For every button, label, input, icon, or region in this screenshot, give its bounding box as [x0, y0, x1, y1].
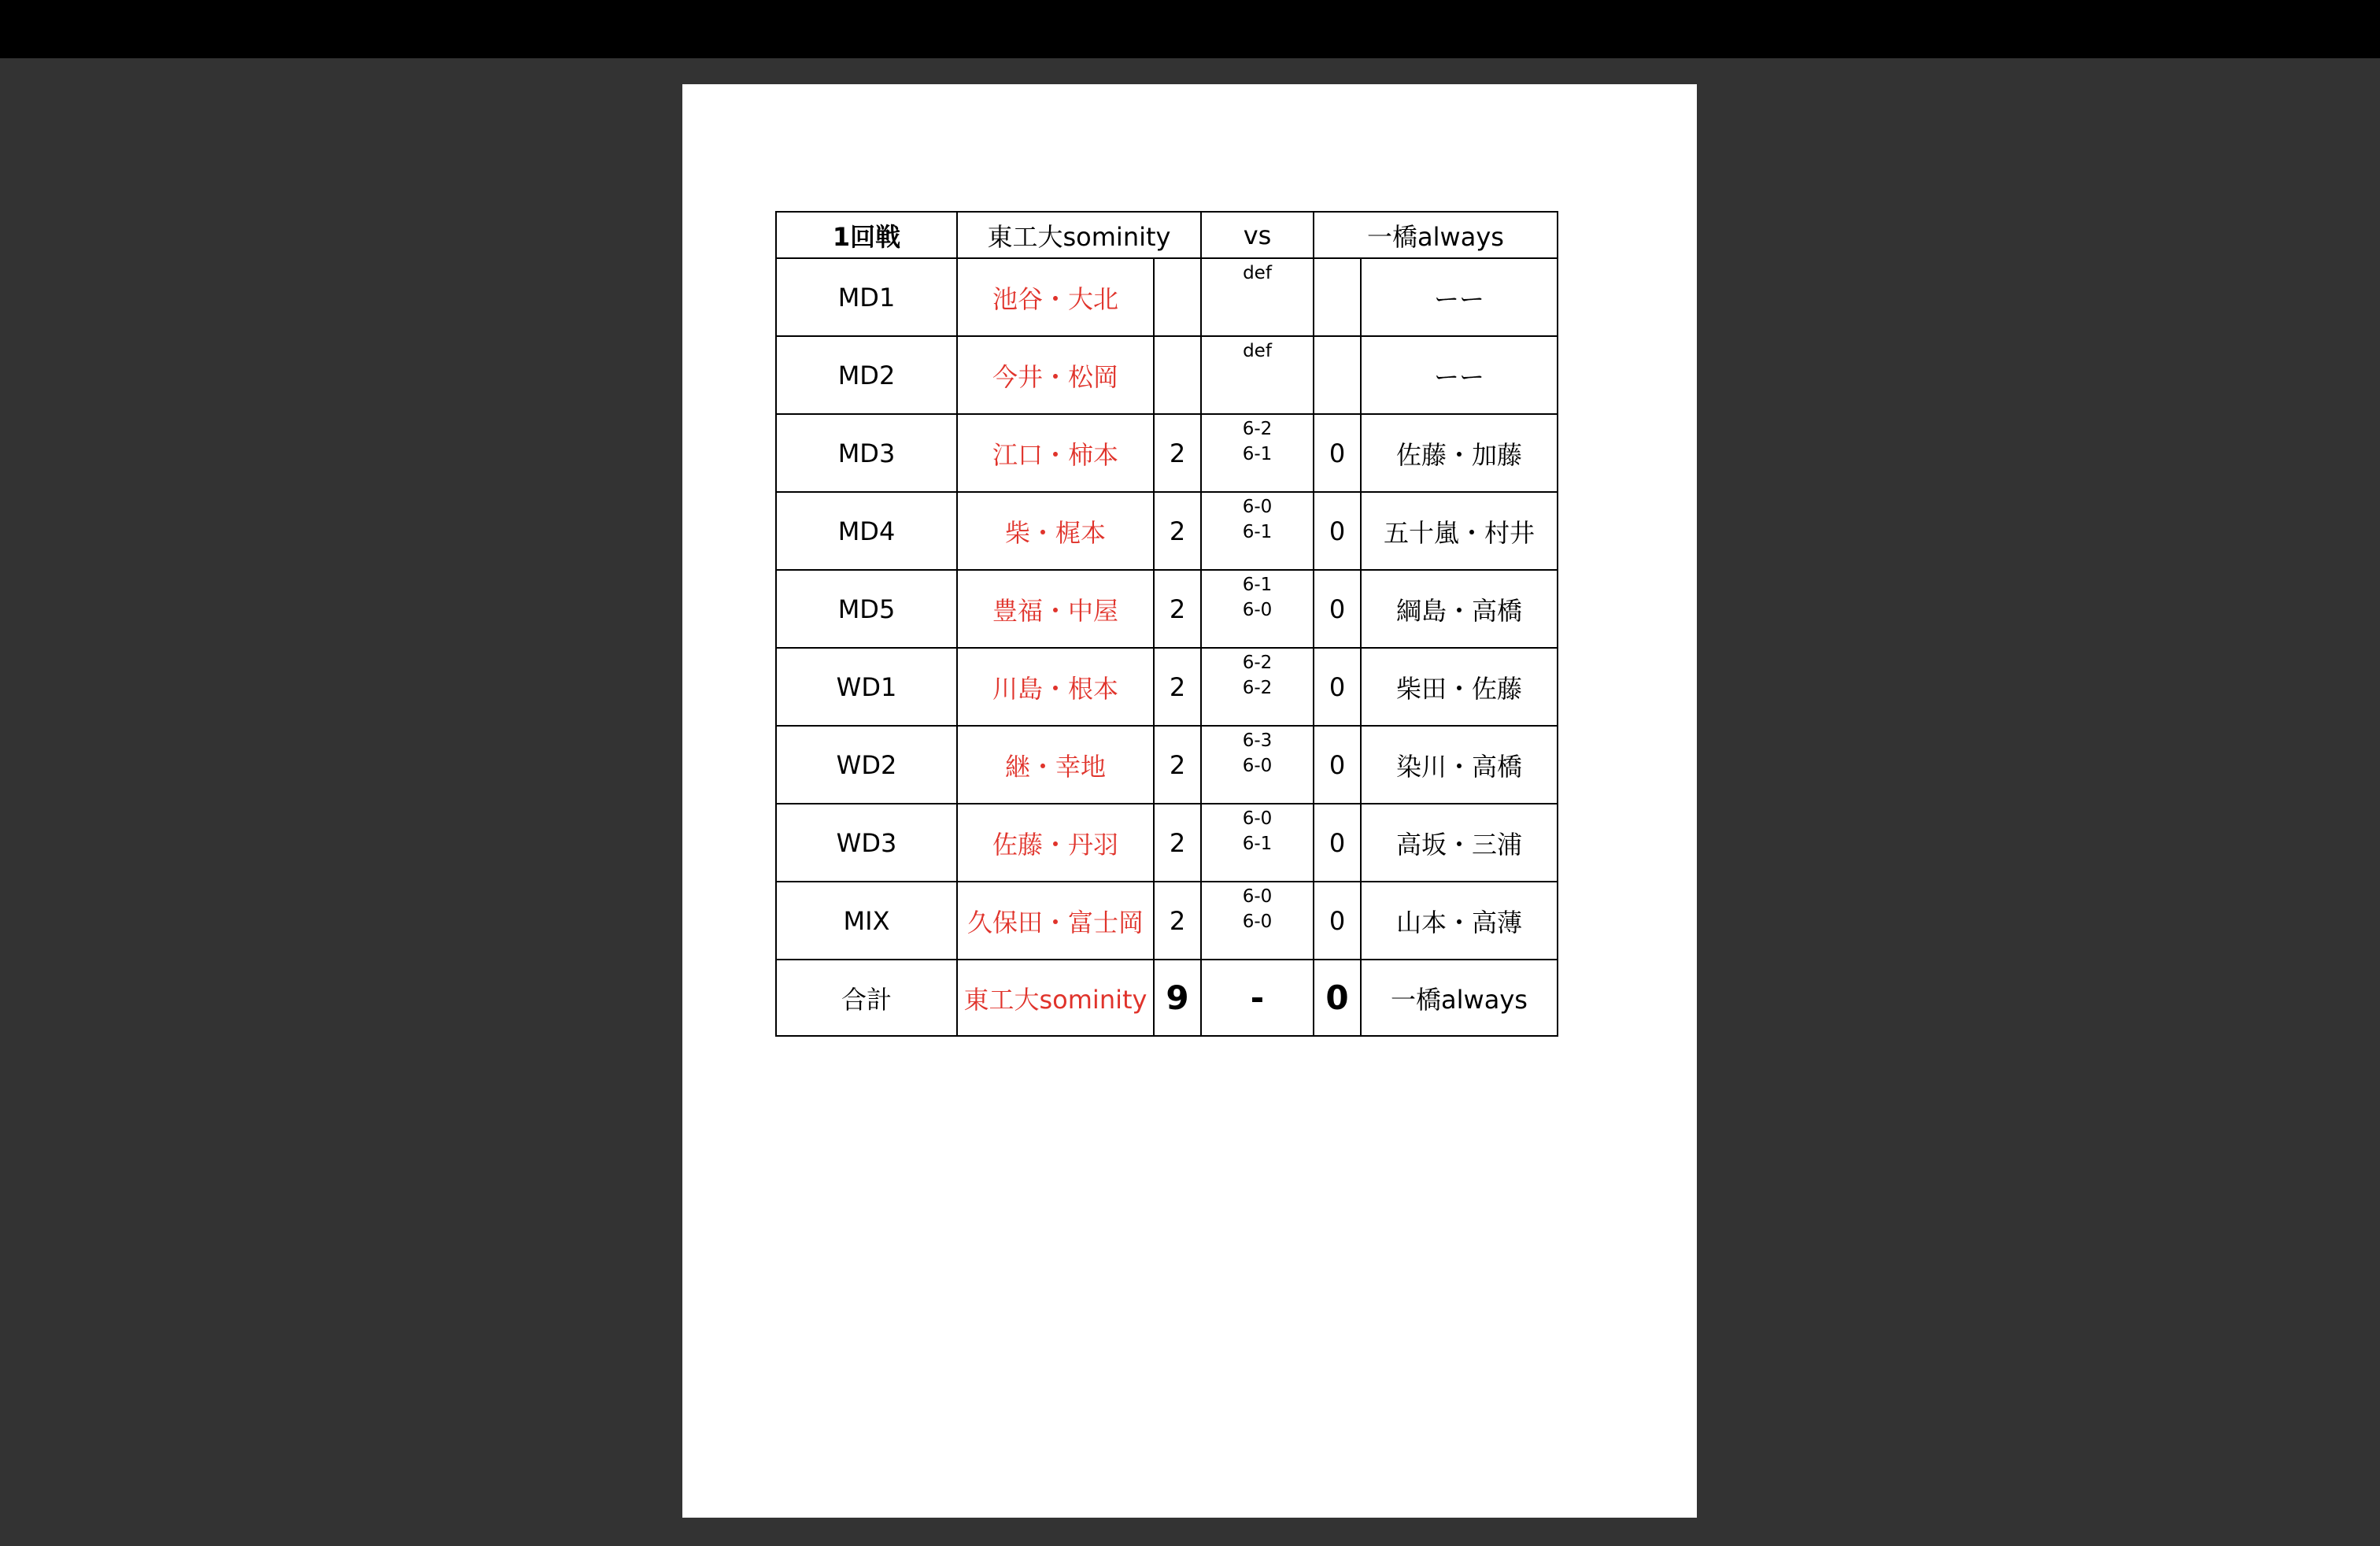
event-label: MD5 [776, 570, 957, 648]
home-games-won: 2 [1154, 570, 1201, 648]
home-pair: 川島・根本 [957, 648, 1154, 726]
set-score: 6-1 [1242, 522, 1273, 542]
round-label: 1回戦 [776, 212, 957, 258]
viewer-top-bar [0, 0, 2380, 58]
event-label: WD3 [776, 804, 957, 882]
home-games-won: 2 [1154, 804, 1201, 882]
home-pair: 久保田・富士岡 [957, 882, 1154, 960]
away-games-won [1314, 336, 1361, 414]
set-score: 6-3 [1242, 730, 1273, 751]
home-games-won: 2 [1154, 882, 1201, 960]
set-score: 6-1 [1242, 834, 1273, 854]
home-pair: 今井・松岡 [957, 336, 1154, 414]
set-scores [1201, 414, 1314, 492]
total-label: 合計 [776, 960, 957, 1036]
total-row [776, 960, 1558, 1036]
away-games-won: 0 [1314, 726, 1361, 804]
table-header-row [776, 212, 1558, 258]
event-label: WD1 [776, 648, 957, 726]
set-score: 6-0 [1242, 912, 1273, 932]
table-row [776, 882, 1558, 960]
away-pair: 佐藤・加藤 [1361, 414, 1558, 492]
away-games-won: 0 [1314, 570, 1361, 648]
home-pair: 池谷・大北 [957, 258, 1154, 336]
table-row [776, 726, 1558, 804]
total-away-team: 一橋always [1361, 960, 1558, 1036]
set-score: def [1243, 341, 1272, 361]
total-home-score: 9 [1154, 960, 1201, 1036]
event-label: MD3 [776, 414, 957, 492]
away-games-won: 0 [1314, 882, 1361, 960]
set-scores [1201, 804, 1314, 882]
set-scores [1201, 882, 1314, 960]
away-pair: ーー [1361, 336, 1558, 414]
set-score: def [1243, 263, 1272, 283]
table-row [776, 804, 1558, 882]
away-pair: 高坂・三浦 [1361, 804, 1558, 882]
set-score: 6-2 [1242, 419, 1273, 439]
home-pair: 継・幸地 [957, 726, 1154, 804]
set-score: 6-0 [1242, 808, 1273, 829]
table-row [776, 570, 1558, 648]
table-row [776, 492, 1558, 570]
set-score: 6-0 [1242, 600, 1273, 620]
results-table [775, 211, 1558, 1037]
home-pair: 豊福・中屋 [957, 570, 1154, 648]
set-scores [1201, 570, 1314, 648]
results-table-body [776, 212, 1558, 1036]
away-pair: 染川・高橋 [1361, 726, 1558, 804]
home-games-won [1154, 258, 1201, 336]
away-pair: ーー [1361, 258, 1558, 336]
away-games-won [1314, 258, 1361, 336]
home-games-won: 2 [1154, 492, 1201, 570]
event-label: MIX [776, 882, 957, 960]
home-games-won: 2 [1154, 648, 1201, 726]
set-score: 6-0 [1242, 886, 1273, 907]
set-scores [1201, 648, 1314, 726]
home-games-won: 2 [1154, 414, 1201, 492]
event-label: MD2 [776, 336, 957, 414]
set-score: 6-1 [1242, 575, 1273, 595]
set-scores [1201, 492, 1314, 570]
total-away-score: 0 [1314, 960, 1361, 1036]
set-score: 6-1 [1242, 444, 1273, 464]
document-page [682, 84, 1697, 1518]
event-label: WD2 [776, 726, 957, 804]
set-score: 6-0 [1242, 756, 1273, 776]
table-row [776, 258, 1558, 336]
away-team-header: 一橋always [1314, 212, 1558, 258]
away-games-won: 0 [1314, 804, 1361, 882]
away-pair: 五十嵐・村井 [1361, 492, 1558, 570]
home-team-header: 東工大sominity [957, 212, 1201, 258]
home-pair: 柴・梶本 [957, 492, 1154, 570]
away-games-won: 0 [1314, 492, 1361, 570]
home-games-won [1154, 336, 1201, 414]
away-games-won: 0 [1314, 648, 1361, 726]
total-home-team: 東工大sominity [957, 960, 1154, 1036]
table-row [776, 414, 1558, 492]
home-games-won: 2 [1154, 726, 1201, 804]
table-row [776, 336, 1558, 414]
home-pair: 江口・柿本 [957, 414, 1154, 492]
total-separator: - [1201, 960, 1314, 1036]
set-score: 6-0 [1242, 497, 1273, 517]
set-score: 6-2 [1242, 678, 1273, 698]
set-score: 6-2 [1242, 653, 1273, 673]
away-games-won: 0 [1314, 414, 1361, 492]
away-pair: 綱島・高橋 [1361, 570, 1558, 648]
away-pair: 山本・高薄 [1361, 882, 1558, 960]
event-label: MD1 [776, 258, 957, 336]
set-scores [1201, 336, 1314, 414]
set-scores [1201, 726, 1314, 804]
vs-label: vs [1201, 212, 1314, 258]
table-row [776, 648, 1558, 726]
home-pair: 佐藤・丹羽 [957, 804, 1154, 882]
away-pair: 柴田・佐藤 [1361, 648, 1558, 726]
event-label: MD4 [776, 492, 957, 570]
set-scores [1201, 258, 1314, 336]
